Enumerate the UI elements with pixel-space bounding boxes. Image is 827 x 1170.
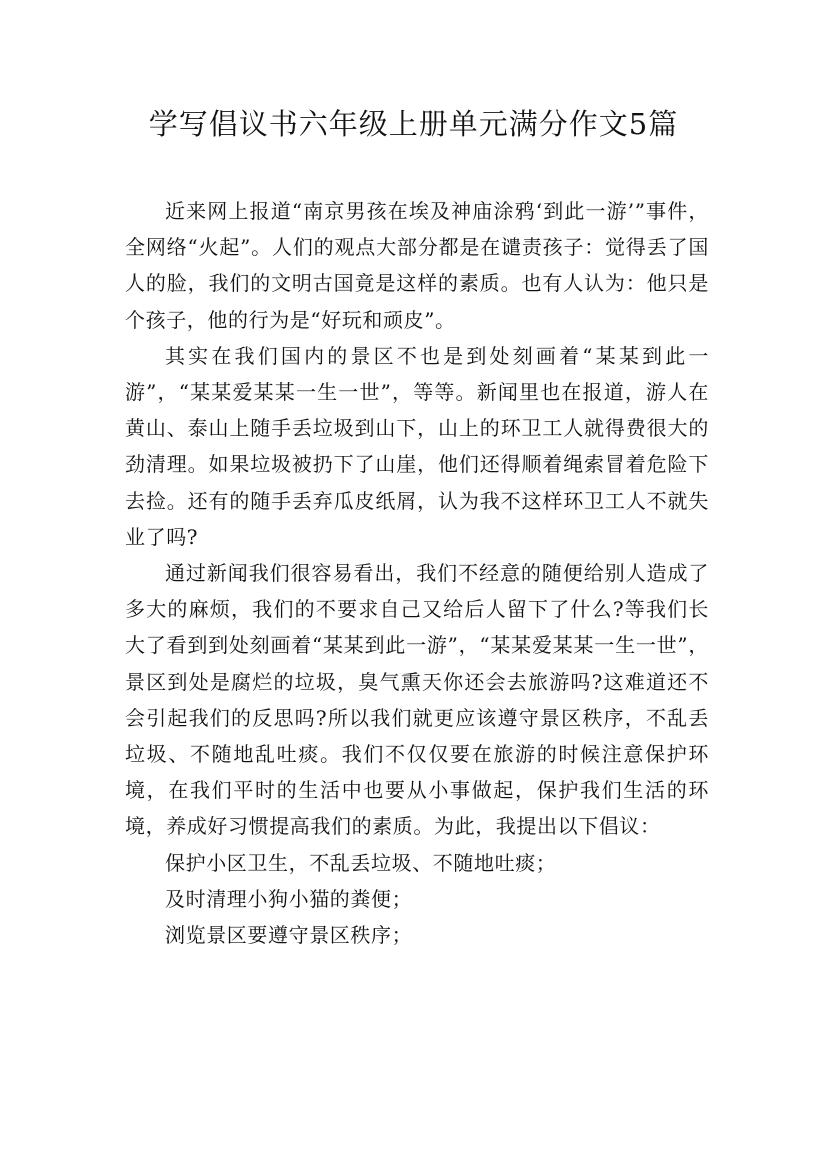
- paragraph-2: 其实在我们国内的景区不也是到处刻画着“某某到此一游”，“某某爱某某一生一世”，等等。新闻里也在报道，游人在黄山、泰山上随手丢垃圾到山下，山上的环卫工人就得费很大的劲清理。如果垃圾被扔下了山崖，他们还得顺着绳索冒着危险下去捡。还有的随手丢弃瓜皮纸屑，认为我不这样环卫工人不就失业了吗?: [125, 343, 709, 549]
- paragraph-3: 通过新闻我们很容易看出，我们不经意的随便给别人造成了多大的麻烦，我们的不要求自己又给后人留下了什么?等我们长大了看到到处刻画着“某某到此一游”，“某某爱某某一生一世”，景区到处是腐烂的垃圾，臭气熏天你还会去旅游吗?这难道还不会引起我们的反思吗?所以我们就更应该遵守景区秩序，不乱丢垃圾、不随地乱吐痰。我们不仅仅要在旅游的时候注意保护环境，在我们平时的生活中也要从小事做起，保护我们生活的环境，养成好习惯提高我们的素质。为此，我提出以下倡议：: [125, 561, 709, 839]
- proposal-item-3: 浏览景区要遵守景区秩序；: [165, 923, 413, 948]
- proposal-item-2: 及时清理小狗小猫的粪便；: [165, 886, 413, 911]
- proposal-item-1: 保护小区卫生，不乱丢垃圾、不随地吐痰；: [165, 850, 557, 875]
- document-body: [125, 193, 709, 953]
- paragraph-1: 近来网上报道“南京男孩在埃及神庙涂鸦‘到此一游’”事件，全网络“火起”。人们的观点大部分都是在谴责孩子：觉得丢了国人的脸，我们的文明古国竟是这样的素质。也有人认为：他只是个孩子，他的行为是“好玩和顽皮”。: [125, 199, 709, 332]
- document-title: 学写倡议书六年级上册单元满分作文5篇: [148, 107, 679, 141]
